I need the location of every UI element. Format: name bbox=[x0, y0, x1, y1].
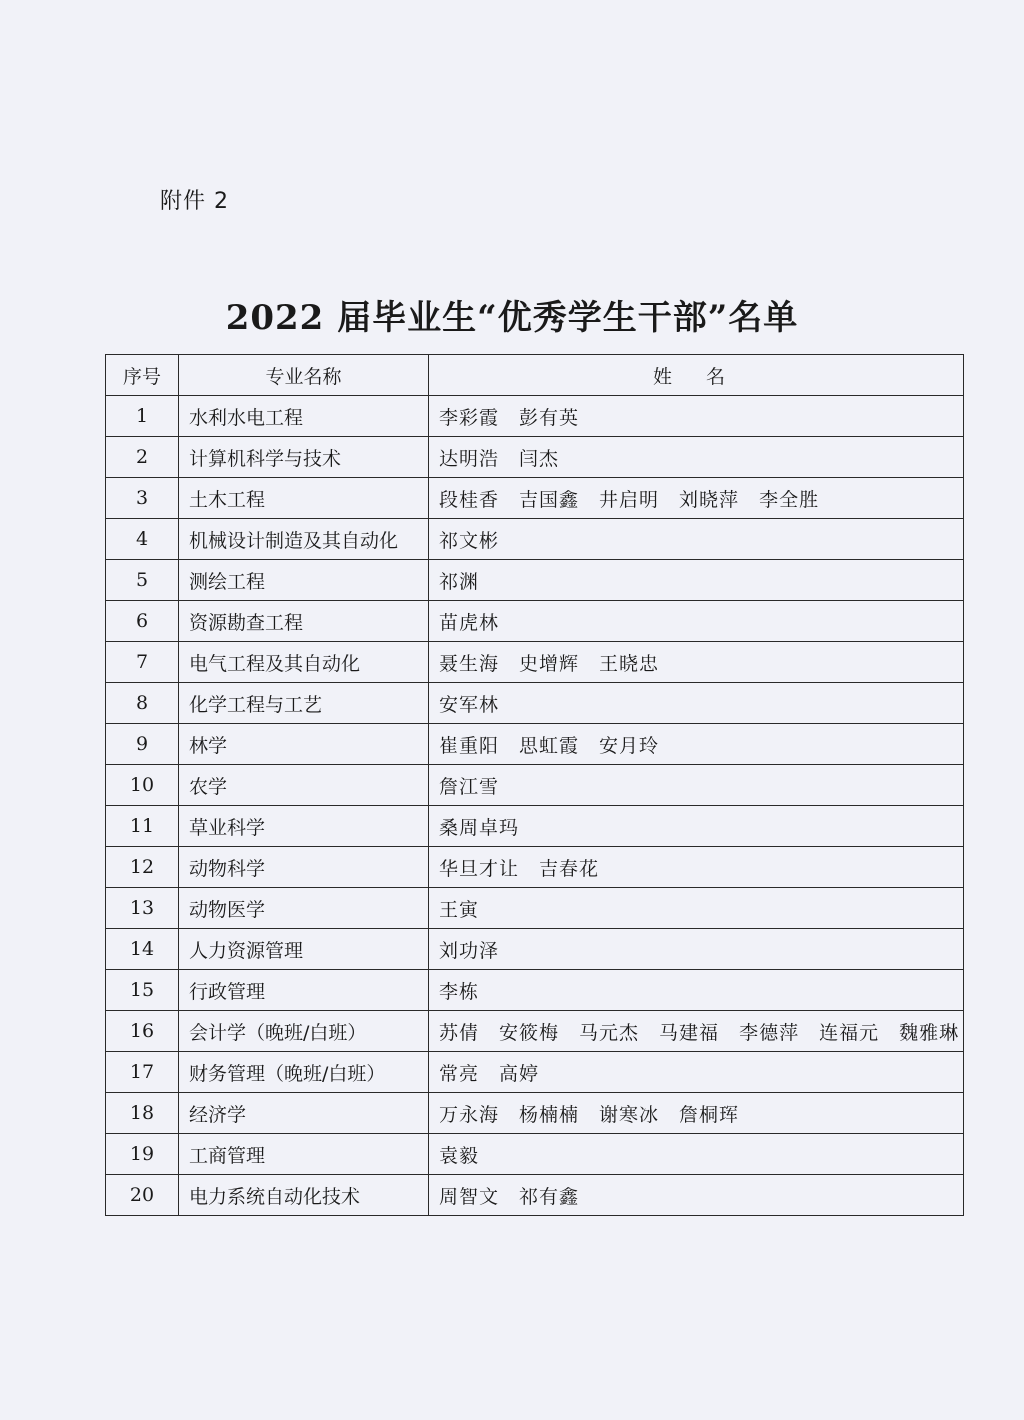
student-name: 杨楠楠 bbox=[519, 1103, 580, 1126]
row-major: 工商管理 bbox=[179, 1134, 429, 1175]
row-major: 农学 bbox=[179, 765, 429, 806]
row-names bbox=[429, 478, 964, 519]
row-seq: 19 bbox=[106, 1134, 179, 1175]
student-name: 常亮 bbox=[439, 1062, 480, 1085]
table-row bbox=[106, 1011, 964, 1052]
row-seq: 6 bbox=[106, 601, 179, 642]
row-seq: 14 bbox=[106, 929, 179, 970]
row-seq: 7 bbox=[106, 642, 179, 683]
row-names bbox=[429, 683, 964, 724]
row-major: 人力资源管理 bbox=[179, 929, 429, 970]
student-name: 魏雅琳 bbox=[899, 1021, 960, 1044]
student-name: 崔重阳 bbox=[439, 734, 500, 757]
student-name: 马元杰 bbox=[579, 1021, 640, 1044]
row-seq: 1 bbox=[106, 396, 179, 437]
attachment-label: 附件 2 bbox=[160, 189, 229, 214]
student-name: 詹江雪 bbox=[439, 775, 500, 798]
row-names bbox=[429, 1134, 964, 1175]
student-name: 周智文 bbox=[439, 1185, 500, 1208]
row-seq: 8 bbox=[106, 683, 179, 724]
row-major: 动物医学 bbox=[179, 888, 429, 929]
table-row bbox=[106, 642, 964, 683]
student-name: 华旦才让 bbox=[439, 857, 520, 880]
student-name: 刘功泽 bbox=[439, 939, 500, 962]
row-seq: 12 bbox=[106, 847, 179, 888]
row-seq: 3 bbox=[106, 478, 179, 519]
table-row bbox=[106, 1134, 964, 1175]
student-name: 李栋 bbox=[439, 980, 480, 1003]
header-seq: 序号 bbox=[106, 355, 179, 396]
table-row bbox=[106, 601, 964, 642]
row-names bbox=[429, 601, 964, 642]
row-names bbox=[429, 1093, 964, 1134]
row-seq: 15 bbox=[106, 970, 179, 1011]
table-row bbox=[106, 970, 964, 1011]
table-row bbox=[106, 806, 964, 847]
cadre-roster-table bbox=[105, 354, 964, 1216]
row-major: 动物科学 bbox=[179, 847, 429, 888]
row-major: 土木工程 bbox=[179, 478, 429, 519]
student-name: 段桂香 bbox=[439, 488, 500, 511]
row-seq: 5 bbox=[106, 560, 179, 601]
table-row bbox=[106, 1175, 964, 1216]
table-row bbox=[106, 396, 964, 437]
student-name: 祁有鑫 bbox=[519, 1185, 580, 1208]
row-seq: 10 bbox=[106, 765, 179, 806]
student-name: 谢寒冰 bbox=[599, 1103, 660, 1126]
student-name: 彭有英 bbox=[519, 406, 580, 429]
row-major: 行政管理 bbox=[179, 970, 429, 1011]
student-name: 吉春花 bbox=[539, 857, 600, 880]
row-major: 水利水电工程 bbox=[179, 396, 429, 437]
row-seq: 16 bbox=[106, 1011, 179, 1052]
table-row bbox=[106, 1093, 964, 1134]
student-name: 安筱梅 bbox=[499, 1021, 560, 1044]
row-names bbox=[429, 519, 964, 560]
student-name: 闫杰 bbox=[519, 447, 560, 470]
student-name: 万永海 bbox=[439, 1103, 500, 1126]
student-name: 马建福 bbox=[659, 1021, 720, 1044]
row-major: 草业科学 bbox=[179, 806, 429, 847]
row-seq: 11 bbox=[106, 806, 179, 847]
row-names bbox=[429, 560, 964, 601]
row-names bbox=[429, 724, 964, 765]
student-name: 李彩霞 bbox=[439, 406, 500, 429]
table-row bbox=[106, 847, 964, 888]
table-row bbox=[106, 478, 964, 519]
student-name: 苗虎林 bbox=[439, 611, 500, 634]
row-seq: 9 bbox=[106, 724, 179, 765]
row-names bbox=[429, 1011, 964, 1052]
student-name: 王晓忠 bbox=[599, 652, 660, 675]
row-major: 电气工程及其自动化 bbox=[179, 642, 429, 683]
student-name: 詹桐珲 bbox=[679, 1103, 740, 1126]
row-names bbox=[429, 929, 964, 970]
student-name: 刘晓萍 bbox=[679, 488, 740, 511]
row-seq: 20 bbox=[106, 1175, 179, 1216]
row-major: 电力系统自动化技术 bbox=[179, 1175, 429, 1216]
row-major: 会计学（晚班/白班） bbox=[179, 1011, 429, 1052]
row-names bbox=[429, 765, 964, 806]
table-header-row bbox=[106, 355, 964, 396]
student-name: 达明浩 bbox=[439, 447, 500, 470]
student-name: 桑周卓玛 bbox=[439, 816, 520, 839]
student-name: 李全胜 bbox=[759, 488, 820, 511]
page-title: 2022 届毕业生“优秀学生干部”名单 bbox=[225, 298, 799, 338]
row-seq: 17 bbox=[106, 1052, 179, 1093]
row-names bbox=[429, 970, 964, 1011]
row-names bbox=[429, 1052, 964, 1093]
student-name: 安月玲 bbox=[599, 734, 660, 757]
student-name: 祁文彬 bbox=[439, 529, 500, 552]
student-name: 连福元 bbox=[819, 1021, 880, 1044]
row-names bbox=[429, 888, 964, 929]
header-major: 专业名称 bbox=[179, 355, 429, 396]
row-names bbox=[429, 1175, 964, 1216]
row-names bbox=[429, 847, 964, 888]
table-row bbox=[106, 765, 964, 806]
row-names bbox=[429, 642, 964, 683]
row-names bbox=[429, 396, 964, 437]
table-row bbox=[106, 519, 964, 560]
row-names bbox=[429, 806, 964, 847]
student-name: 史增辉 bbox=[519, 652, 580, 675]
table-row bbox=[106, 1052, 964, 1093]
row-major: 测绘工程 bbox=[179, 560, 429, 601]
student-name: 祁渊 bbox=[439, 570, 480, 593]
row-major: 经济学 bbox=[179, 1093, 429, 1134]
row-major: 林学 bbox=[179, 724, 429, 765]
row-names bbox=[429, 437, 964, 478]
row-major: 化学工程与工艺 bbox=[179, 683, 429, 724]
row-seq: 18 bbox=[106, 1093, 179, 1134]
table-row bbox=[106, 888, 964, 929]
row-seq: 13 bbox=[106, 888, 179, 929]
table-row bbox=[106, 560, 964, 601]
table-row bbox=[106, 683, 964, 724]
row-seq: 2 bbox=[106, 437, 179, 478]
student-name: 安军林 bbox=[439, 693, 500, 716]
student-name: 井启明 bbox=[599, 488, 660, 511]
student-name: 高婷 bbox=[499, 1062, 540, 1085]
student-name: 袁毅 bbox=[439, 1144, 480, 1167]
student-name: 苏倩 bbox=[439, 1021, 480, 1044]
row-major: 资源勘查工程 bbox=[179, 601, 429, 642]
student-name: 王寅 bbox=[439, 898, 480, 921]
row-seq: 4 bbox=[106, 519, 179, 560]
header-names: 姓 名 bbox=[429, 355, 964, 396]
table-row bbox=[106, 724, 964, 765]
row-major: 财务管理（晚班/白班） bbox=[179, 1052, 429, 1093]
table-row bbox=[106, 929, 964, 970]
student-name: 李德萍 bbox=[739, 1021, 800, 1044]
table-body bbox=[106, 396, 964, 1216]
table-row bbox=[106, 437, 964, 478]
student-name: 吉国鑫 bbox=[519, 488, 580, 511]
row-major: 机械设计制造及其自动化 bbox=[179, 519, 429, 560]
row-major: 计算机科学与技术 bbox=[179, 437, 429, 478]
student-name: 思虹霞 bbox=[519, 734, 580, 757]
student-name: 聂生海 bbox=[439, 652, 500, 675]
